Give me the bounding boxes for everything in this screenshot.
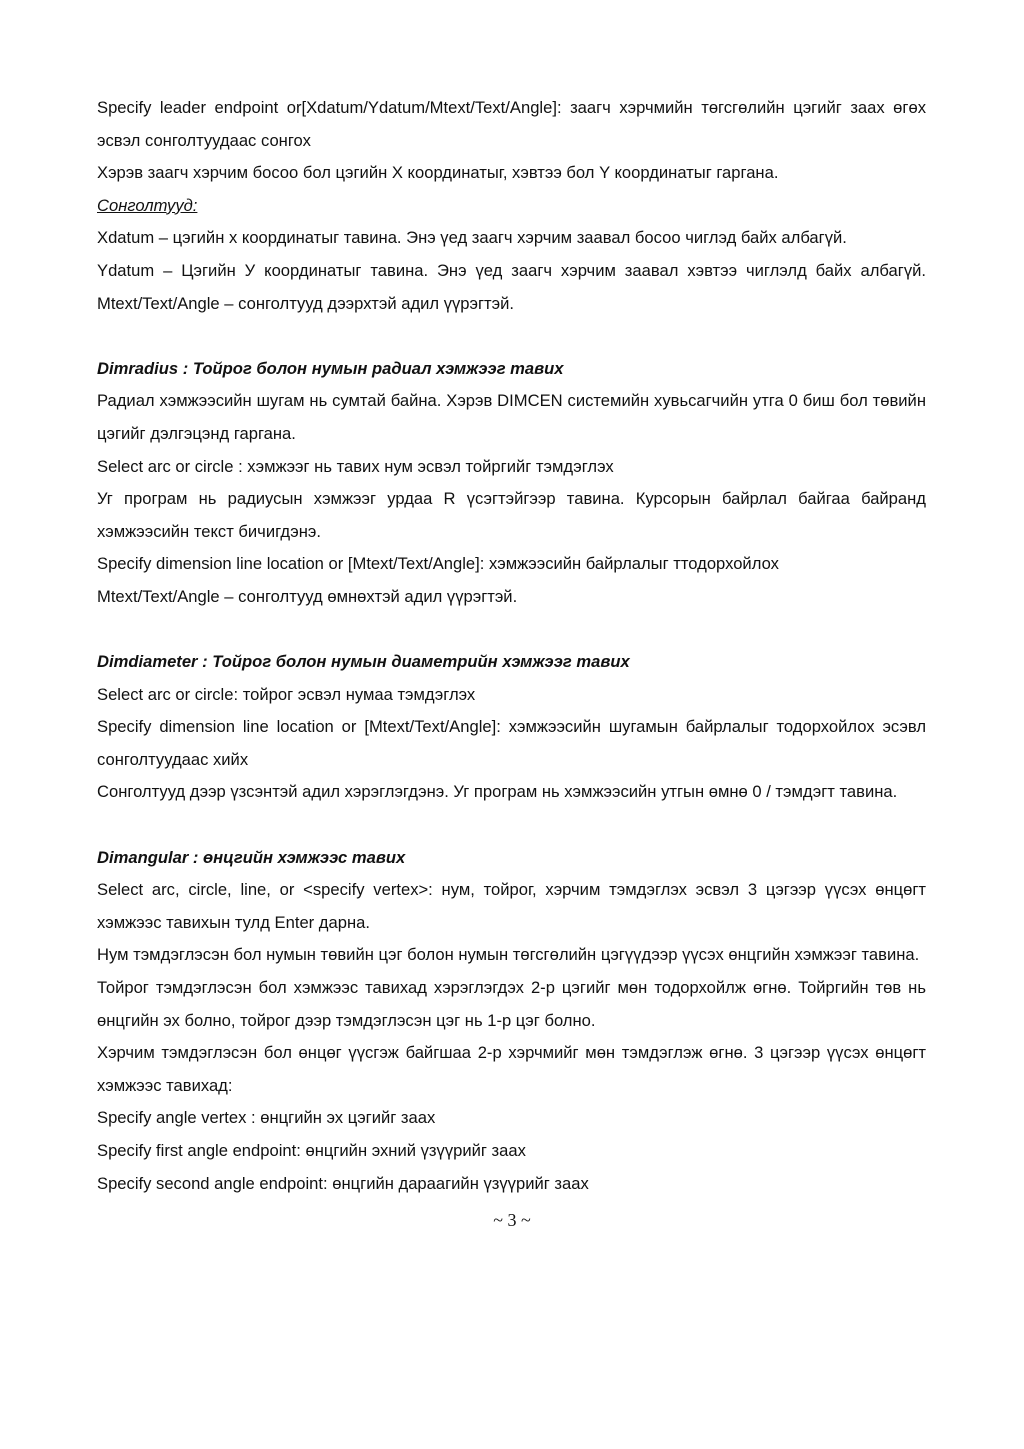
paragraph: Хэрэв заагч хэрчим босоо бол цэгийн X координатыг, хэвтээ бол Y координатыг гаргана. (97, 163, 779, 183)
paragraph: Specify leader endpoint or[Xdatum/Ydatum/Mtext/Text/Angle]: заагч хэрчмийн төгсгөлийн цэгийг заах өгөх эсвэл сонголтуудаас сонгох (97, 98, 926, 150)
paragraph: Mtext/Text/Angle – сонголтууд өмнөхтэй адил үүрэгтэй. (97, 586, 518, 606)
paragraph: Ydatum – Цэгийн У координатыг тавина. Энэ үед заагч хэрчим заавал хэвтээ чиглэлд байх албагүй. Mtext/Text/Angle – сонголтууд дээрхтэй адил үүрэгтэй. (97, 260, 926, 313)
paragraph: Specify first angle endpoint: өнцгийн эхний үзүүрийг заах (97, 1141, 526, 1160)
paragraph: Xdatum – цэгийн x координатыг тавина. Энэ үед заагч хэрчим заавал босоо чиглэд байх албагүй. (97, 228, 847, 248)
paragraph: Select arc, circle, line, or <specify vertex>: нум, тойрог, хэрчим тэмдэглэх эсвэл 3 цэгээр үүсэх өнцөгт хэмжээс тавихын тулд Enter дарна. (97, 880, 926, 932)
paragraph: Specify angle vertex : өнцгийн эх цэгийг заах (97, 1108, 436, 1128)
section-gap (97, 809, 926, 842)
section-heading-dimangular: Dimangular : өнцгийн хэмжээс тавих (97, 847, 406, 867)
section-heading-dimradius: Dimradius : Тойрог болон нумын радиал хэмжээг тавих (97, 358, 564, 378)
paragraph: Select arc or circle : хэмжээг нь тавих нум эсвэл тойргийг тэмдэглэх (97, 456, 614, 476)
paragraph: Радиал хэмжээсийн шугам нь сумтай байна. Хэрэв DIMCEN системийн хувьсагчийн утга 0 биш бол төвийн цэгийг дэлгэцэнд гаргана. (97, 391, 926, 443)
paragraph: Тойрог тэмдэглэсэн бол хэмжээс тавихад хэрэглэгдэх 2-р цэгийг мөн тодорхойлж өгнө. Тойргийн төв нь өнцгийн эх болно, тойрог дээр тэмдэглэсэн цэг нь 1-р цэг болно. (97, 978, 926, 1030)
paragraph: Сонголтууд дээр үзсэнтэй адил хэрэглэгдэнэ. Уг програм нь хэмжээсийн утгын өмнө 0 / тэмдэгт тавина. (97, 782, 898, 802)
paragraph: Specify dimension line location or [Mtext/Text/Angle]: хэмжээсийн байрлалыг ттодорхойлох (97, 554, 779, 574)
page-content (97, 92, 926, 1200)
paragraph: Хэрчим тэмдэглэсэн бол өнцөг үүсгэж байгшаа 2-р хэрчмийг мөн тэмдэглэж өгнө. 3 цэгээр үүсэх өнцөгт хэмжээс тавихад: (97, 1043, 926, 1095)
paragraph: Specify dimension line location or [Mtext/Text/Angle]: хэмжээсийн шугамын байрлалыг тодорхойлох эсэвл сонголтуудаас хийх (97, 717, 926, 769)
paragraph: Уг програм нь радиусын хэмжээг урдаа R үсэгтэйгээр тавина. Курсорын байрлал байгаа байранд хэмжээсийн текст бичигдэнэ. (97, 489, 926, 541)
section-heading-dimdiameter: Dimdiameter : Тойрог болон нумын диаметрийн хэмжээг тавих (97, 652, 630, 672)
page-number: ~ 3 ~ (493, 1210, 531, 1230)
section-gap (97, 320, 926, 353)
options-label: Сонголтууд: (97, 195, 198, 215)
paragraph: Нум тэмдэглэсэн бол нумын төвийн цэг болон нумын төгсгөлийн цэгүүдээр үүсэх өнцгийн хэмжээг тавина. (97, 945, 920, 965)
section-gap (97, 614, 926, 647)
paragraph: Specify second angle endpoint: өнцгийн дараагийн үзүүрийг заах (97, 1173, 589, 1193)
paragraph: Select arc or circle: тойрог эсвэл нумаа тэмдэглэх (97, 684, 476, 704)
